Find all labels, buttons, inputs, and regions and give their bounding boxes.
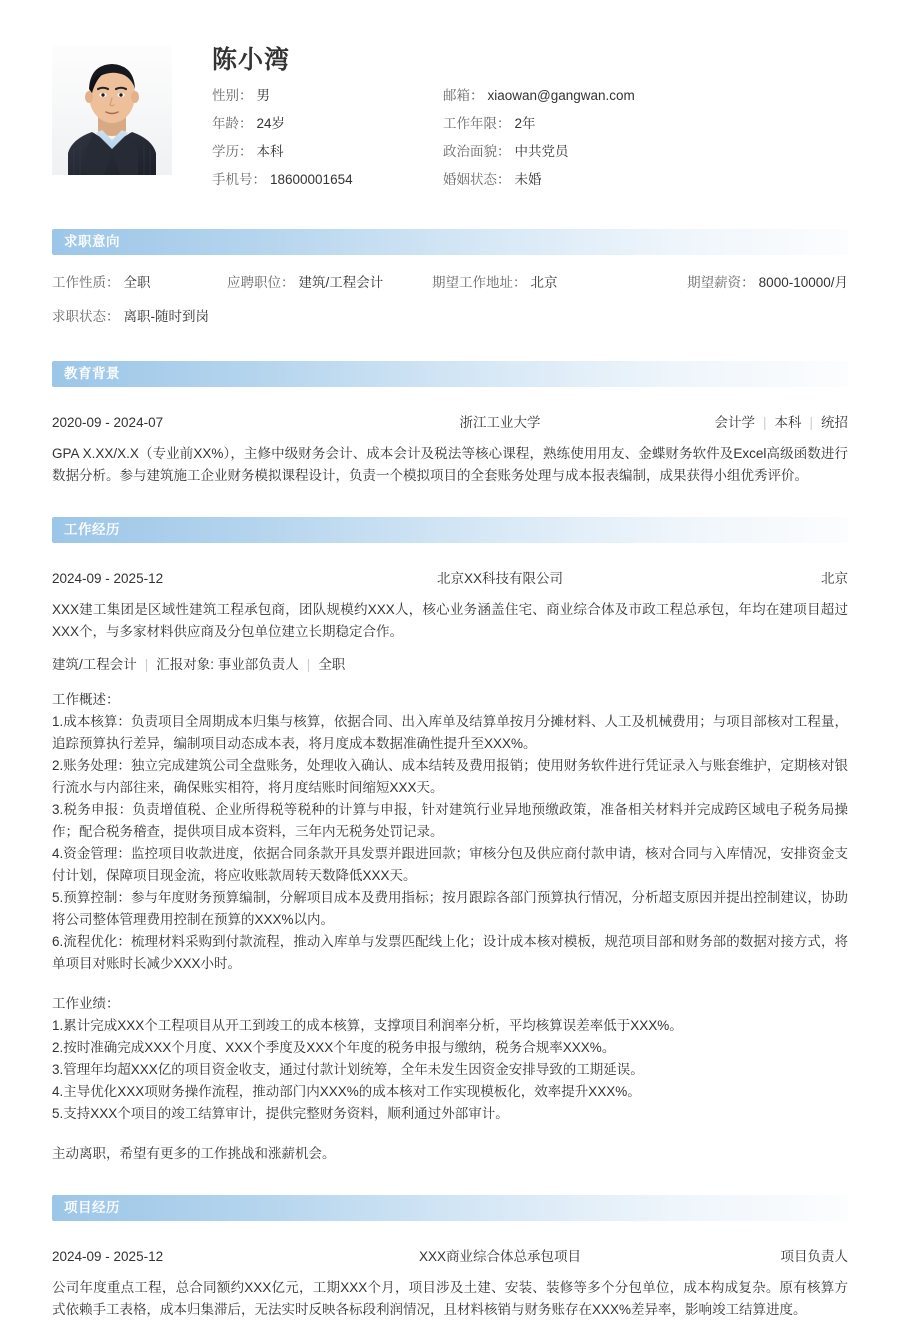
info-email [443,87,848,105]
education-tags [628,413,848,433]
intent-job-nature [52,273,227,293]
work-duty-2: 2.账务处理：独立完成建筑公司全盘账务，处理收入确认、成本结转及费用报销；使用财务软件进行凭证录入与账套维护，定期核对银行流水与内部往来，确保账实相符，将月度结账时间缩短XXX天。 [52,758,848,795]
section-education [0,361,900,487]
work-location: 北京 [821,571,848,586]
info-phone-label: 手机号： [212,172,266,187]
education-admission-type: 统招 [821,415,848,430]
intent-salary-value: 8000-10000/月 [758,275,848,290]
work-duty-5: 5.预算控制：参与年度财务预算编制，分解项目成本及费用指标；按月跟踪各部门预算执行情况，分析超支原因并提出控制建议，协助将公司整体管理费用控制在预算的XXX%以内。 [52,890,848,927]
education-major: 会计学 [714,415,755,430]
section-title-project-experience: 项目经历 [64,1200,120,1215]
work-date: 2024-09 - 2025-12 [52,571,164,586]
intent-position [227,273,432,293]
info-political-status [443,143,848,161]
section-title-job-intent: 求职意向 [64,234,120,249]
work-leave-reason: 主动离职，希望有更多的工作挑战和涨薪机会。 [52,1146,336,1161]
work-report-to: 汇报对象: 事业部负责人 [156,657,299,672]
work-duty-title: 工作概述： [52,692,120,707]
info-phone-value: 18600001654 [270,172,353,187]
section-header-job-intent [52,229,848,255]
section-header-work-experience [52,517,848,543]
intent-row-1 [52,273,848,293]
work-meta-line [52,655,848,675]
work-achievement-5: 5.支持XXX个项目的竣工结算审计，提供完整财务资料，顺利通过外部审计。 [52,1106,509,1121]
header-details [172,45,848,189]
work-duty-4: 4.资金管理：监控项目收款进度，依据合同条款开具发票并跟进回款；审核分包及供应商付款申请，核对合同与入库情况，安排资金支付计划，保障项目现金流，将应收账款周转天数降低XXX天。 [52,846,848,883]
info-experience-years [443,115,848,133]
intent-location [432,273,637,293]
work-duty-6: 6.流程优化：梳理材料采购到付款流程，推动入库单与发票匹配线上化；设计成本核对模板，规范项目部和财务部的数据对接方式，将单项目对账时长减少XXX小时。 [52,934,848,971]
info-email-label: 邮箱： [443,88,484,103]
intent-job-nature-label: 工作性质： [52,275,120,290]
work-duty-3: 3.税务申报：负责增值税、企业所得税等税种的计算与申报，针对建筑行业异地预缴政策，准备相关材料并完成跨区域电子税务局操作；配合税务稽查，提供项目成本资料，三年内无税务处罚记录。 [52,802,848,839]
info-political-status-label: 政治面貌： [443,144,511,159]
intent-job-nature-value: 全职 [123,275,151,290]
work-achievement-4: 4.主导优化XXX项财务操作流程，推动部门内XXX%的成本核对工作实现模板化，效率提升XXX%。 [52,1084,641,1099]
project-entry-header [52,1247,848,1267]
project-role: 项目负责人 [780,1249,848,1264]
info-email-value: xiaowan@gangwan.com [487,88,635,103]
info-age-label: 年龄： [212,116,253,131]
section-project-experience [0,1195,900,1321]
education-description: GPA X.XX/X.X（专业前XX%），主修中级财务会计、成本会计及税法等核心课程，熟练使用用友、金蝶财务软件及Excel高级函数进行数据分析。参与建筑施工企业财务模拟课程设计，负责一个模拟项目的全套账务处理与成本报表编制，成果获得小组优秀评价。 [52,446,848,483]
education-entry-header [52,413,848,433]
work-entry-header [52,569,848,589]
project-name: XXX商业综合体总承包项目 [418,1249,581,1264]
page-title: 陈小湾 [212,46,291,74]
info-education [212,143,443,161]
info-experience-years-label: 工作年限： [443,116,511,131]
info-phone [212,171,443,189]
divider-icon: | [809,415,813,430]
section-header-project-experience [52,1195,848,1221]
work-achievement-1: 1.累计完成XXX个工程项目从开工到竣工的成本核算，支撑项目利润率分析，平均核算误差率低于XXX%。 [52,1018,683,1033]
divider-icon: | [306,657,311,672]
intent-position-label: 应聘职位： [227,275,295,290]
info-gender-value: 男 [256,88,270,103]
intent-salary-label: 期望薪资： [687,275,755,290]
section-header-education [52,361,848,387]
portrait-photo-icon [52,45,172,175]
info-marital-status-label: 婚姻状态： [443,172,511,187]
intent-location-label: 期望工作地址： [432,275,527,290]
work-duty-1: 1.成本核算：负责项目全周期成本归集与核算，依据合同、出入库单及结算单按月分摊材料、人工及机械费用；与项目部核对工程量，追踪预算执行差异，编制项目动态成本表，将月度成本数据准确性提升至XXX%。 [52,714,848,751]
intent-position-value: 建筑/工程会计 [298,275,384,290]
project-description: 公司年度重点工程，总合同额约XXX亿元，工期XXX个月，项目涉及土建、安装、装修等多个分包单位，成本构成复杂。原有核算方式依赖手工表格，成本归集滞后，无法实时反映各标段利润情况，且材料核销与财务账存在XXX%差异率，影响竣工结算进度。 [52,1280,848,1317]
education-date: 2020-09 - 2024-07 [52,415,164,430]
info-education-value: 本科 [256,144,284,159]
intent-row-2 [52,307,848,327]
info-gender-label: 性别： [212,88,253,103]
project-date: 2024-09 - 2025-12 [52,1249,164,1264]
work-achievement-2: 2.按时准确完成XXX个月度、XXX个季度及XXX个年度的税务申报与缴纳，税务合规率XXX%。 [52,1040,616,1055]
intent-status-label: 求职状态： [52,309,120,324]
info-age-value: 24岁 [256,116,286,131]
intent-salary [637,273,848,293]
intent-status-value: 离职-随时到岗 [123,309,209,324]
info-education-label: 学历： [212,144,253,159]
section-title-education: 教育背景 [64,366,120,381]
education-degree: 本科 [774,415,802,430]
resume-header [0,0,900,189]
info-marital-status [443,171,848,189]
info-experience-years-value: 2年 [514,116,536,131]
info-gender [212,87,443,105]
section-job-intent [0,229,900,327]
section-work-experience [0,517,900,1165]
education-school: 浙江工业大学 [459,415,541,430]
intent-location-value: 北京 [530,275,558,290]
info-marital-status-value: 未婚 [514,172,542,187]
work-company: 北京XX科技有限公司 [436,571,563,586]
work-job-title: 建筑/工程会计 [52,657,137,672]
work-company-intro: XXX建工集团是区域性建筑工程承包商，团队规模约XXX人，核心业务涵盖住宅、商业综合体及市政工程总承包，年均在建项目超过XXX个，与多家材料供应商及分包单位建立长期稳定合作。 [52,602,848,639]
work-achievement-title: 工作业绩： [52,996,120,1011]
avatar [52,45,172,175]
work-job-nature: 全职 [318,657,346,672]
divider-icon: | [762,415,767,430]
section-title-work-experience: 工作经历 [64,522,120,537]
divider-icon: | [144,657,149,672]
work-achievement-3: 3.管理年均超XXX亿的项目资金收支，通过付款计划统筹，全年未发生因资金安排导致的工期延误。 [52,1062,644,1077]
info-age [212,115,443,133]
personal-info-grid [212,87,848,189]
info-political-status-value: 中共党员 [514,144,569,159]
